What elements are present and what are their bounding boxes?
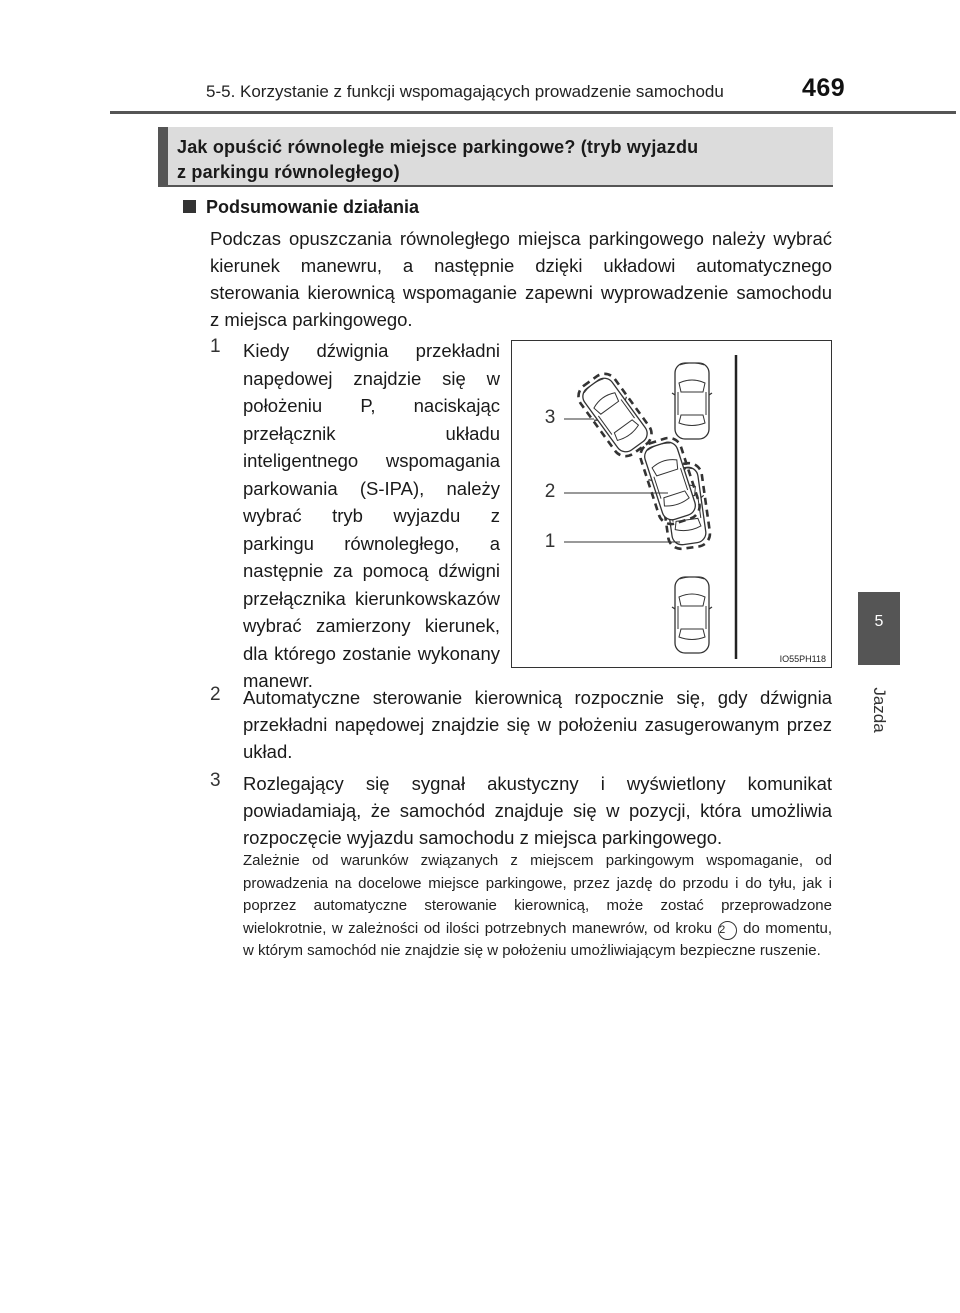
section-title-line-1: Jak opuścić równoległe miejsce parkingowe? (tryb wyjazdu (177, 137, 699, 157)
callout-2: 2 (544, 481, 556, 502)
subsection-title: Podsumowanie działania (206, 197, 420, 217)
parked-car-rear (672, 577, 712, 653)
step-1-text: Kiedy dźwignia przekładni napędowej znajdzie się w położeniu P, naciskając przełącznik układu inteligentnego wspomagania parkowania (S-IPA), należy wybrać tryb wyjazdu z parkingu równoległego, a następnie za pomocą dźwigni przełącznika kierunkowskazów wybrać zamierzony kierunek, dla którego zostanie wykonany manewr. (243, 340, 500, 691)
intro-paragraph: Podczas opuszczania równoległego miejsca parkingowego należy wybrać kierunek manewru, a następnie dzięki układowi automatycznego sterowania kierownicą wspomaganie zapewni wyprowadzenie samochodu z miejsca parkingowego. (210, 228, 832, 330)
parking-figure (511, 340, 832, 668)
note-text-after: do momentu, w którym samochód nie znajdzie się w położeniu umożliwiającym bezpieczne ruszenie. (243, 919, 832, 960)
parked-car-front (672, 363, 712, 439)
page-number: 469 (802, 74, 846, 102)
subsection-heading (183, 197, 419, 218)
step-3-number: 3 (210, 770, 221, 791)
callout-1: 1 (544, 531, 556, 552)
header-rule (110, 111, 956, 114)
running-header: 5-5. Korzystanie z funkcji wspomagających prowadzenie samochodu (206, 82, 724, 101)
chapter-tab: 5 (858, 592, 900, 665)
step-2-text: Automatyczne sterowanie kierownicą rozpocznie się, gdy dźwignia przekładni napędowej znajdzie się w położeniu zasugerowanym przez układ. (243, 687, 832, 762)
figure-code: IO55PH118 (779, 654, 826, 664)
step-3-text: Rozlegający się sygnał akustyczny i wyświetlony komunikat powiadamiają, że samochód znajduje się w pozycji, która umożliwia rozpoczęcie wyjazdu samochodu z miejsca parkingowego. (243, 773, 832, 848)
section-heading (158, 127, 833, 187)
parking-diagram (512, 341, 833, 669)
note-text-before: Zależnie od warunków związanych z miejscem parkingowym wspomaganie, od prowadzenia na docelowe miejsce parkingowe, przez jazdę do przodu i do tyłu, jak i poprzez automatyczne sterowanie kierownicą, może zostać przeprowadzone wielokrotnie, w zależności od ilości potrzebnych manewrów, od kroku (243, 852, 832, 937)
square-bullet-icon (183, 200, 196, 213)
callout-3: 3 (544, 407, 556, 428)
step-1-number: 1 (210, 336, 221, 357)
step-2-number: 2 (210, 684, 221, 705)
section-title-line-2: z parkingu równoległego) (177, 162, 400, 182)
note-paragraph (243, 850, 832, 963)
chapter-label-text: Jazda (870, 686, 889, 733)
chapter-label (858, 672, 900, 747)
step-reference-circle: 2 (718, 921, 737, 940)
